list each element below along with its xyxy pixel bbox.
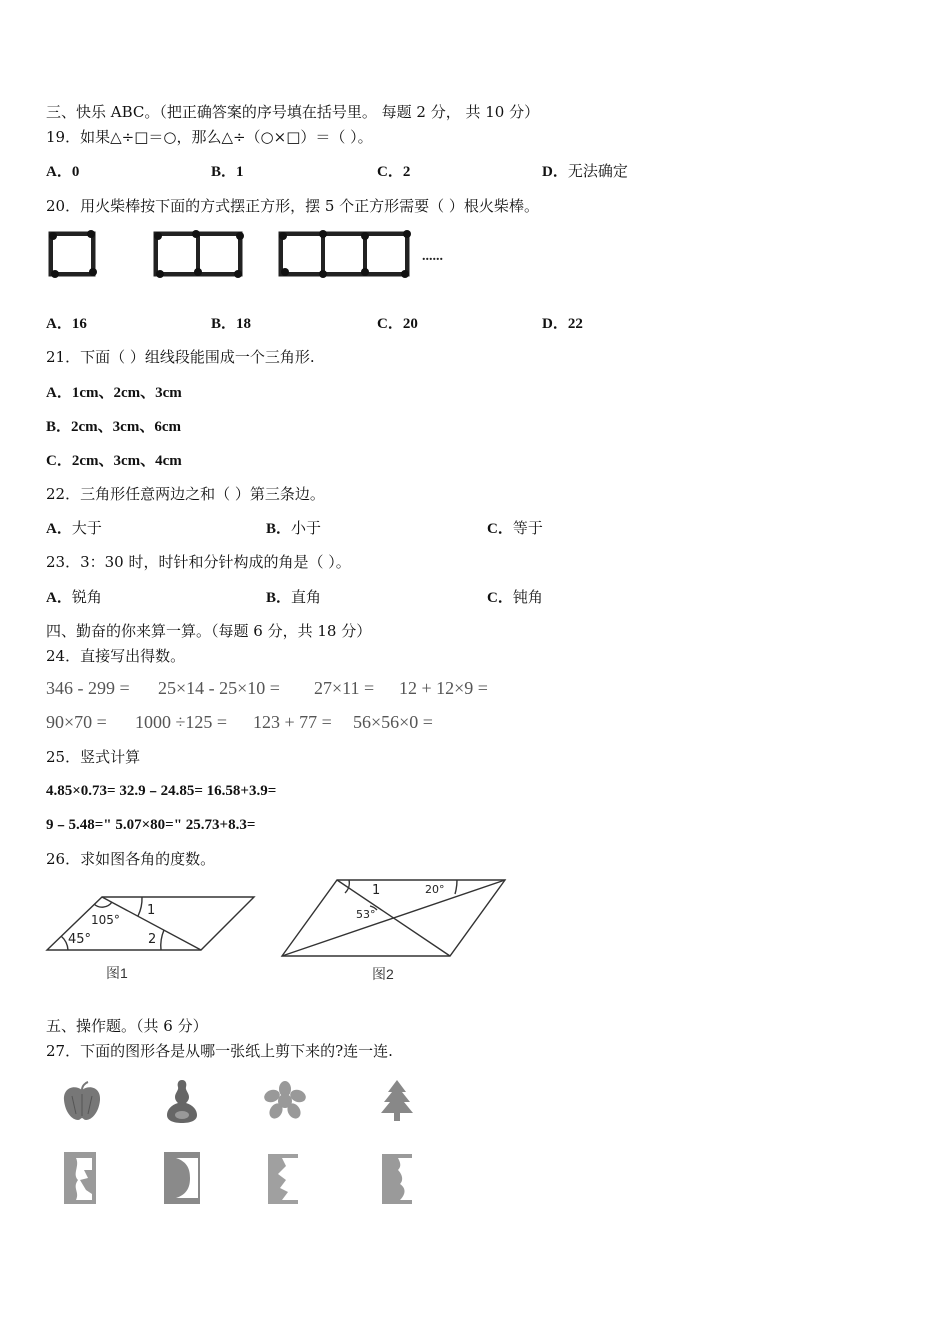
q22-option-c: C．等于 — [487, 519, 543, 537]
question-25: 25．竖式计算 — [46, 748, 141, 766]
paper-cut-3 — [266, 1152, 300, 1206]
gourd-shape — [162, 1078, 202, 1124]
q20-option-c: C．20 — [377, 316, 418, 332]
tree-shape — [378, 1078, 416, 1124]
section-5-title: 五、操作题。（共 6 分） — [46, 1017, 208, 1035]
figure-2-caption: 图2 — [372, 966, 394, 982]
q22-option-b: B．小于 — [266, 519, 322, 537]
svg-text:20°: 20° — [425, 883, 445, 896]
svg-text:1: 1 — [372, 883, 381, 898]
question-24: 24．直接写出得数。 — [46, 647, 186, 665]
q21-option-c: C．2cm、3cm、4cm — [46, 453, 182, 469]
svg-text:45°: 45° — [68, 932, 92, 947]
column-calc-line-2: 9﹣5.48=" 5.07×80=" 25.73+8.3= — [46, 817, 256, 833]
paper-cut-1 — [62, 1150, 98, 1206]
mental-math-4: 12 + 12×9 = — [399, 678, 488, 698]
svg-text:53°: 53° — [356, 908, 376, 921]
continuation-dots: ...... — [422, 249, 443, 264]
q19-option-b: B．1 — [211, 164, 244, 180]
mental-math-8: 56×56×0 = — [353, 712, 433, 732]
figure-1-parallelogram — [44, 890, 258, 982]
q21-option-a: A．1cm、2cm、3cm — [46, 385, 182, 401]
q23-option-a: A．锐角 — [46, 588, 102, 606]
question-26: 26．求如图各角的度数。 — [46, 850, 216, 868]
q21-option-b: B．2cm、3cm、6cm — [46, 419, 181, 435]
paper-cut-2 — [162, 1150, 202, 1206]
flower-shape — [263, 1080, 307, 1120]
apple-shape — [60, 1080, 104, 1124]
svg-text:105°: 105° — [91, 913, 120, 927]
mental-math-3: 27×11 = — [314, 678, 375, 698]
section-3-title: 三、快乐 ABC。（把正确答案的序号填在括号里。 每题 2 分， 共 10 分） — [46, 103, 540, 121]
question-23: 23．3：30 时，时针和分针构成的角是（ ）。 — [46, 553, 351, 571]
q22-option-a: A．大于 — [46, 519, 102, 537]
paper-cut-4 — [380, 1152, 414, 1206]
question-22: 22．三角形任意两边之和（ ）第三条边。 — [46, 485, 325, 503]
question-27: 27．下面的图形各是从哪一张纸上剪下来的?连一连. — [46, 1042, 393, 1060]
q23-option-c: C．钝角 — [487, 588, 543, 606]
figure-2-parallelogram — [279, 876, 511, 986]
question-19: 19．如果△÷□＝○，那么△÷（○×□）＝（ ）。 — [46, 128, 373, 146]
svg-text:1: 1 — [147, 903, 156, 918]
mental-math-7: 123 + 77 = — [253, 712, 332, 732]
q20-option-a: A．16 — [46, 316, 87, 332]
q23-option-b: B．直角 — [266, 588, 322, 606]
mental-math-6: 1000 ÷125 = — [135, 712, 228, 732]
q19-option-d: D．无法确定 — [542, 162, 628, 180]
q19-option-c: C．2 — [377, 164, 411, 180]
question-21: 21．下面（ ）组线段能围成一个三角形. — [46, 348, 315, 366]
figure-1-caption: 图1 — [106, 965, 128, 981]
matchstick-figure — [40, 222, 470, 282]
svg-text:2: 2 — [148, 932, 157, 947]
mental-math-2: 25×14 - 25×10 = — [158, 678, 280, 698]
q20-option-d: D．22 — [542, 316, 583, 332]
column-calc-line-1: 4.85×0.73= 32.9﹣24.85= 16.58+3.9= — [46, 783, 277, 799]
q20-option-b: B．18 — [211, 316, 252, 332]
question-20: 20．用火柴棒按下面的方式摆正方形，摆 5 个正方形需要（ ）根火柴棒。 — [46, 197, 539, 215]
section-4-title: 四、勤奋的你来算一算。（每题 6 分，共 18 分） — [46, 622, 372, 640]
mental-math-1: 346 - 299 = — [46, 678, 130, 698]
q19-option-a: A．0 — [46, 164, 80, 180]
mental-math-5: 90×70 = — [46, 712, 107, 732]
